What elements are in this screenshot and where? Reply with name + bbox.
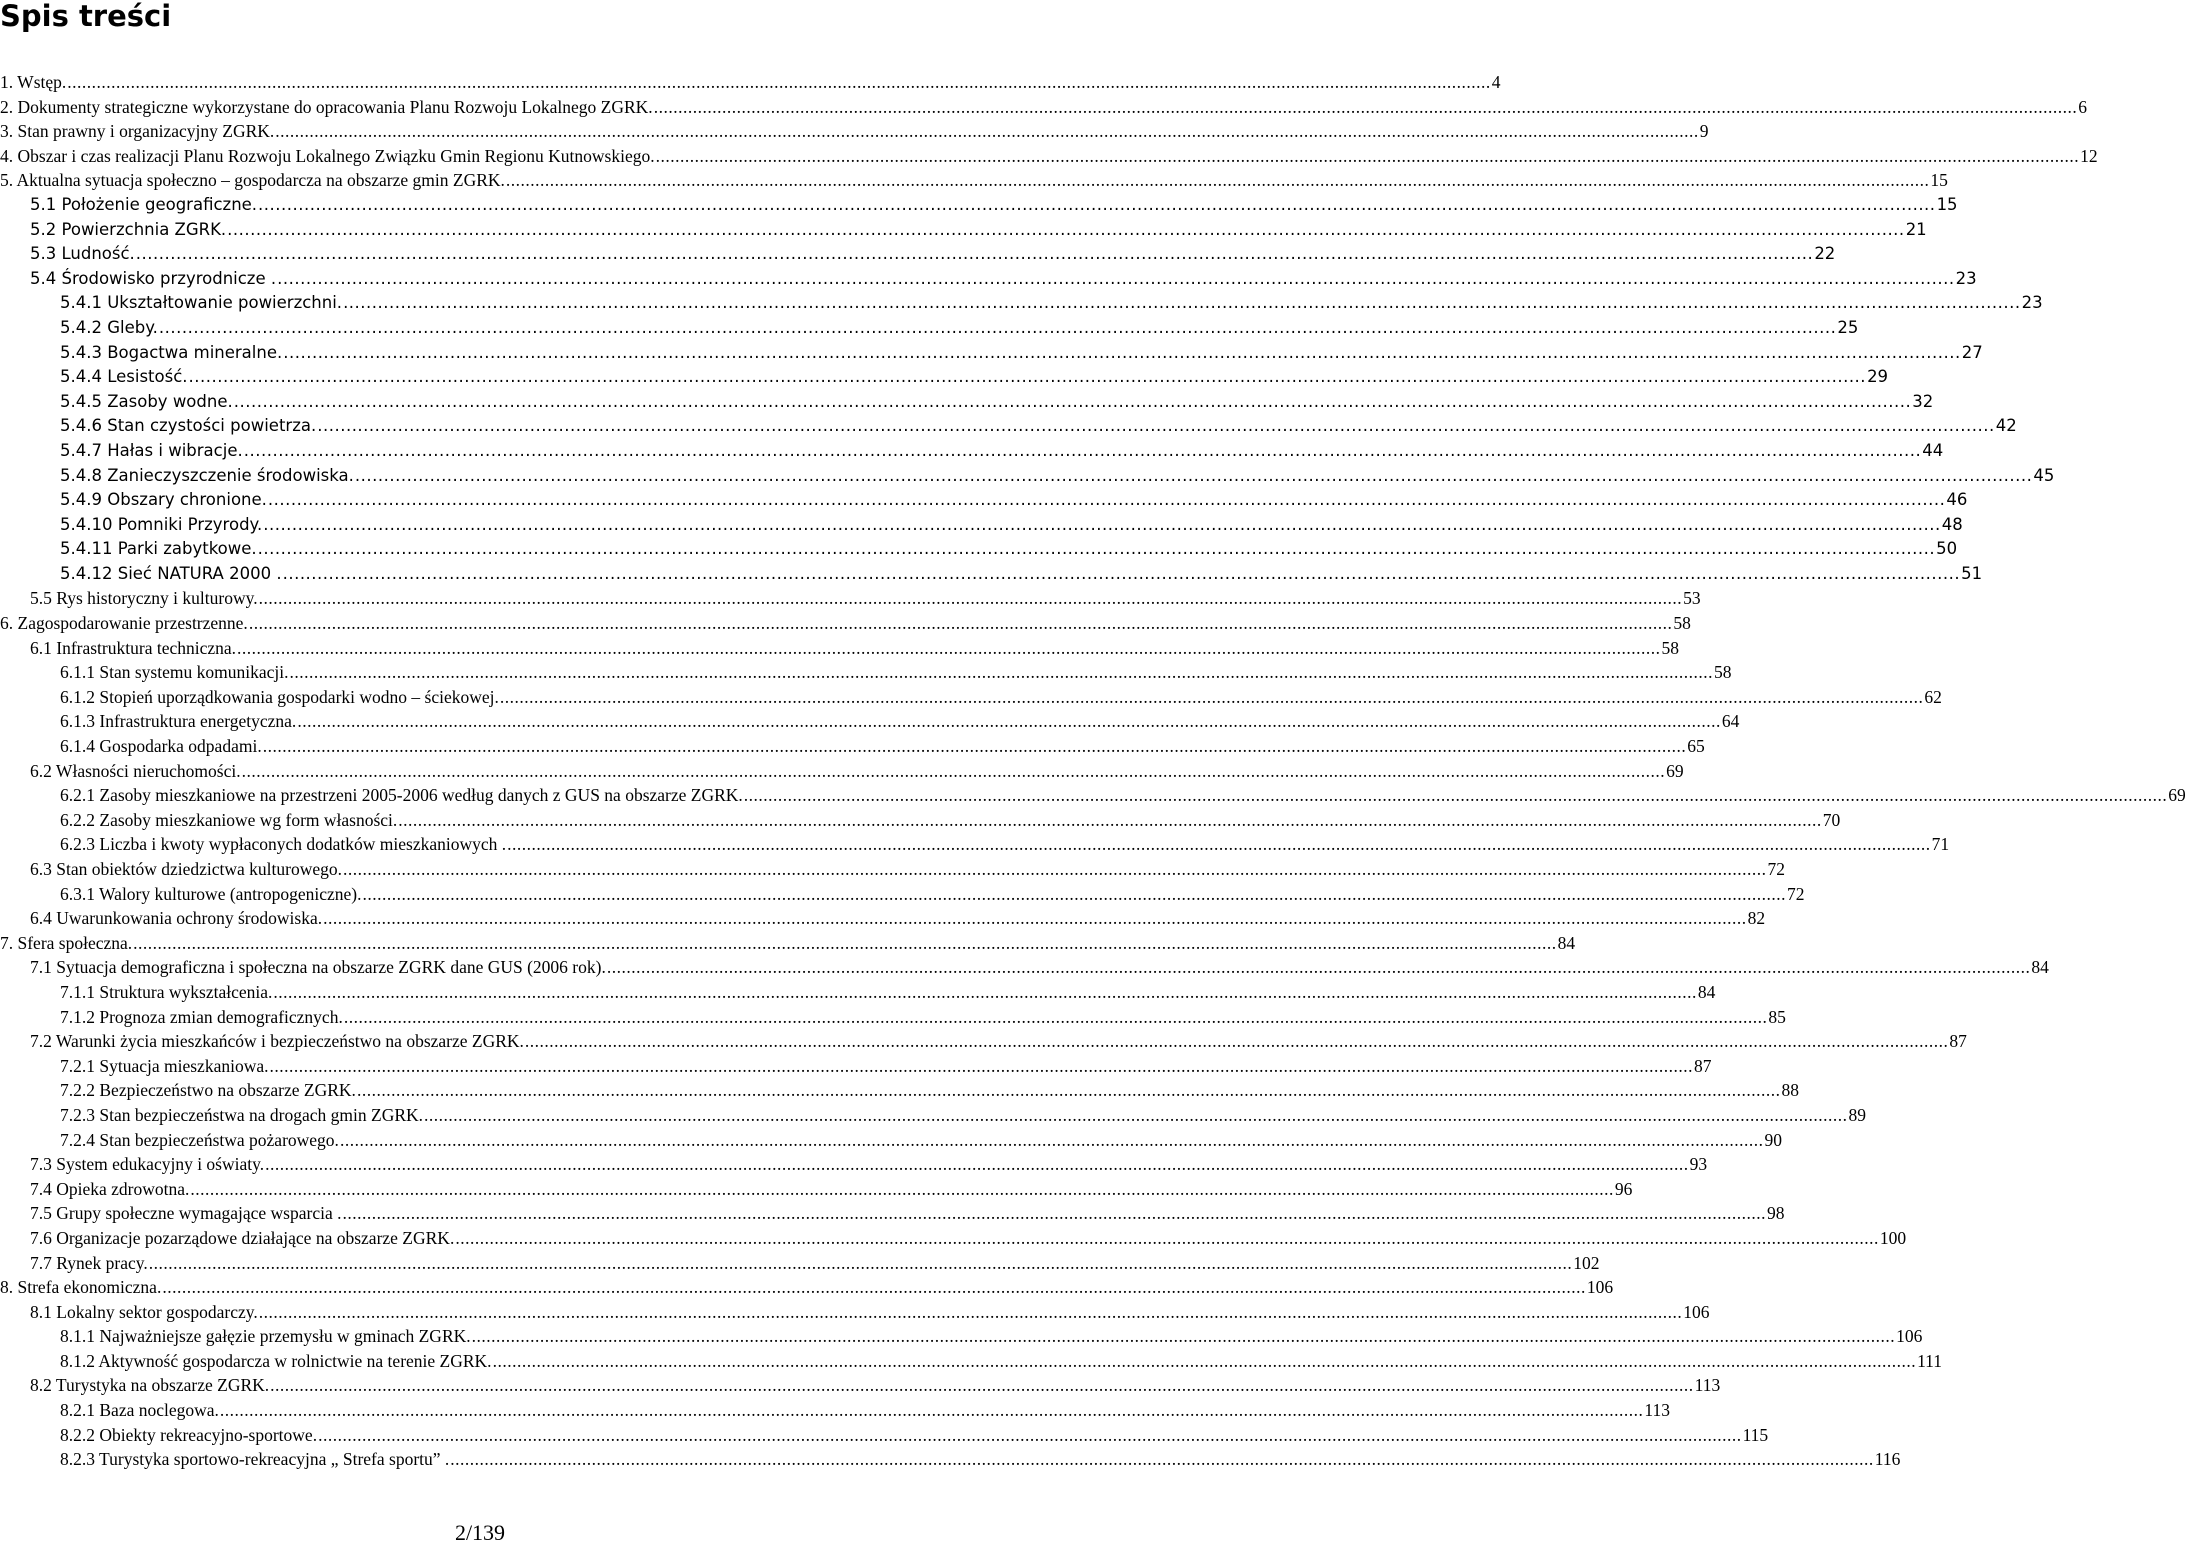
page-number: 2/139	[454, 1520, 506, 1545]
toc-entry-page: 84	[2031, 957, 2049, 978]
toc-entry[interactable]	[0, 1373, 1721, 1398]
toc-entry-page: 46	[1946, 490, 1968, 510]
toc-entry[interactable]	[0, 218, 1927, 243]
toc-entry[interactable]	[0, 464, 2055, 489]
toc-entry-title: 4. Obszar i czas realizacji Planu Rozwoju Lokalnego Związku Gmin Regionu Kutnowskiego.	[0, 145, 655, 166]
toc-entry-page: 50	[1936, 539, 1958, 559]
toc-entry-page: 58	[1673, 613, 1691, 634]
toc-entry[interactable]	[0, 1054, 1712, 1079]
toc-leader-dots	[249, 611, 1673, 636]
toc-entry-title: 8.2.1 Baza noclegowa.	[60, 1400, 219, 1421]
toc-leader-dots	[237, 636, 1661, 661]
toc-entry-page: 21	[1905, 219, 1927, 239]
toc-entry-page: 45	[2033, 465, 2055, 485]
toc-entry[interactable]	[0, 882, 1805, 907]
toc-entry[interactable]	[0, 1324, 1923, 1349]
toc-entry-page: 93	[1689, 1154, 1708, 1175]
toc-leader-dots	[259, 1300, 1683, 1325]
toc-leader-dots	[398, 808, 1822, 833]
toc-entry-title: 7.1.1 Struktura wykształcenia.	[60, 981, 273, 1002]
toc-entry-page: 71	[1931, 834, 1950, 855]
toc-entry-page: 9	[1699, 121, 1709, 142]
toc-leader-dots	[159, 316, 1837, 341]
toc-entry[interactable]	[0, 832, 1950, 857]
toc-entry-page: 88	[1781, 1080, 1799, 1101]
toc-entry-page: 32	[1912, 391, 1934, 411]
toc-entry-page: 48	[1941, 514, 1963, 534]
toc-entry[interactable]	[0, 1275, 1614, 1300]
toc-entry-title: 7.6 Organizacje pozarządowe działające na obszarze ZGRK.	[30, 1227, 455, 1248]
toc-leader-dots	[472, 1324, 1896, 1349]
toc-entry[interactable]	[0, 95, 2087, 120]
toc-entry-title: 5.4.1 Ukształtowanie powierzchni.	[60, 293, 343, 313]
toc-entry-title: 8.1.2 Aktywność gospodarcza w rolnictwie na terenie ZGRK.	[60, 1350, 492, 1371]
toc-entry-page: 22	[1814, 244, 1836, 264]
toc-entry-page: 100	[1879, 1227, 1907, 1248]
table-of-contents	[0, 70, 2186, 1472]
toc-entry[interactable]	[0, 660, 1732, 685]
toc-entry-page: 87	[1949, 1031, 1967, 1052]
toc-entry-title: 3. Stan prawny i organizacyjny ZGRK.	[0, 121, 275, 142]
toc-leader-dots	[323, 906, 1747, 931]
toc-leader-dots	[258, 537, 1936, 562]
toc-entry-page: 115	[1742, 1424, 1769, 1445]
toc-entry-title: 8.1 Lokalny sektor gospodarczy.	[30, 1301, 258, 1322]
toc-leader-dots	[507, 832, 1931, 857]
toc-leader-dots	[242, 759, 1666, 784]
toc-entry[interactable]	[0, 1128, 1782, 1153]
toc-leader-dots	[363, 882, 1787, 907]
toc-entry-page: 29	[1867, 367, 1889, 387]
toc-entry-page: 90	[1764, 1129, 1782, 1150]
toc-leader-dots	[500, 685, 1924, 710]
toc-entry[interactable]	[0, 709, 1740, 734]
toc-leader-dots	[136, 242, 1814, 267]
toc-entry-title: 5.4.4 Lesistość.	[60, 367, 188, 387]
toc-entry[interactable]	[0, 906, 1766, 931]
toc-entry-title: 7.2.4 Stan bezpieczeństwa pożarowego.	[60, 1129, 339, 1150]
toc-leader-dots	[283, 341, 1961, 366]
toc-entry[interactable]	[0, 70, 1501, 95]
toc-entry-page: 98	[1766, 1203, 1785, 1224]
toc-entry-title: 5.4.11 Parki zabytkowe.	[60, 539, 257, 559]
toc-entry-page: 69	[1666, 760, 1684, 781]
toc-entry-title: 6.1.2 Stopień uporządkowania gospodarki wodno – ściekowej.	[60, 686, 499, 707]
toc-entry[interactable]	[0, 857, 1786, 882]
toc-leader-dots	[357, 1078, 1781, 1103]
toc-entry-title: 7.5 Grupy społeczne wymagające wsparcia .	[30, 1203, 342, 1224]
toc-entry[interactable]	[0, 1447, 1901, 1472]
toc-entry-page: 113	[1694, 1375, 1721, 1396]
toc-leader-dots	[656, 144, 2080, 169]
toc-entry-title: 5.4.12 Sieć NATURA 2000 .	[60, 563, 282, 583]
toc-entry-title: 5.1 Położenie geograficzne.	[30, 194, 258, 214]
toc-entry[interactable]	[0, 168, 1948, 193]
toc-entry-title: 6.2.1 Zasoby mieszkaniowe na przestrzeni 2005-2006 według danych z GUS na obszarze ZGRK.	[60, 785, 743, 806]
toc-entry-page: 44	[1922, 440, 1944, 460]
toc-entry-title: 5.4.10 Pomniki Przyrody.	[60, 514, 263, 534]
toc-entry-title: 5.4 Środowisko przyrodnicze .	[30, 268, 277, 288]
toc-entry[interactable]	[0, 1251, 1600, 1276]
toc-entry-page: 65	[1687, 736, 1705, 757]
toc-entry[interactable]	[0, 759, 1684, 784]
toc-entry[interactable]	[0, 390, 1934, 415]
toc-entry-title: 7.4 Opieka zdrowotna.	[30, 1178, 190, 1199]
toc-entry-page: 87	[1694, 1055, 1712, 1076]
toc-leader-dots	[270, 1054, 1694, 1079]
toc-entry-page: 25	[1837, 317, 1859, 337]
toc-entry-page: 42	[1995, 416, 2017, 436]
toc-entry-title: 5.5 Rys historyczny i kulturowy.	[30, 588, 258, 609]
toc-entry-title: 7.2.3 Stan bezpieczeństwa na drogach gmin ZGRK.	[60, 1104, 424, 1125]
toc-entry-page: 116	[1874, 1449, 1901, 1470]
toc-entry-page: 62	[1924, 686, 1942, 707]
toc-leader-dots	[263, 734, 1687, 759]
toc-entry-title: 7.2.2 Bezpieczeństwo na obszarze ZGRK.	[60, 1080, 356, 1101]
toc-entry[interactable]	[0, 955, 2049, 980]
toc-entry[interactable]	[0, 1005, 1786, 1030]
toc-entry-title: 7.2 Warunki życia mieszkańców i bezpieczeństwo na obszarze ZGRK.	[30, 1031, 524, 1052]
toc-leader-dots	[259, 586, 1683, 611]
toc-entry-title: 6.1 Infrastruktura techniczna.	[30, 637, 237, 658]
toc-leader-dots	[455, 1226, 1879, 1251]
toc-entry-title: 5.4.7 Hałas i wibracje.	[60, 440, 243, 460]
toc-entry-page: 58	[1661, 637, 1680, 658]
toc-entry[interactable]	[0, 291, 2043, 316]
toc-entry-title: 8.1.1 Najważniejsze gałęzie przemysłu w gminach ZGRK.	[60, 1326, 471, 1347]
toc-entry-title: 6.3.1 Walory kulturowe (antropogeniczne).	[60, 883, 362, 904]
toc-entry[interactable]	[0, 808, 1841, 833]
toc-leader-dots	[149, 1251, 1573, 1276]
toc-leader-dots	[289, 660, 1713, 685]
toc-entry-title: 5.4.5 Zasoby wodne.	[60, 391, 233, 411]
toc-entry-title: 6.4 Uwarunkowania ochrony środowiska.	[30, 908, 323, 929]
toc-entry-title: 5.4.6 Stan czystości powietrza.	[60, 416, 317, 436]
toc-leader-dots	[744, 783, 2168, 808]
toc-entry-page: 15	[1930, 170, 1948, 191]
toc-leader-dots	[133, 931, 1557, 956]
toc-entry-title: 1. Wstęp.	[0, 72, 67, 92]
toc-leader-dots	[162, 1275, 1586, 1300]
toc-entry-page: 12	[2080, 145, 2098, 166]
toc-entry[interactable]	[0, 1201, 1785, 1226]
toc-entry-title: 6.2 Własności nieruchomości.	[30, 760, 241, 781]
toc-leader-dots	[283, 562, 1961, 587]
toc-leader-dots	[268, 488, 1946, 513]
toc-entry-page: 27	[1961, 342, 1983, 362]
toc-entry-title: 7. Sfera społeczna.	[0, 932, 133, 953]
toc-entry-title: 5.2 Powierzchnia ZGRK.	[30, 219, 227, 239]
toc-leader-dots	[273, 980, 1697, 1005]
toc-entry-title: 5.4.2 Gleby.	[60, 317, 158, 337]
toc-entry-title: 7.1 Sytuacja demograficzna i społeczna na obszarze ZGRK dane GUS (2006 rok).	[30, 957, 606, 978]
toc-leader-dots	[263, 513, 1941, 538]
toc-leader-dots	[275, 119, 1699, 144]
toc-entry[interactable]	[0, 1177, 1633, 1202]
toc-entry[interactable]	[0, 1103, 1867, 1128]
toc-leader-dots	[67, 70, 1491, 95]
toc-entry-title: 2. Dokumenty strategiczne wykorzystane do opracowania Planu Rozwoju Lokalnego ZGRK.	[0, 96, 653, 117]
toc-entry-title: 6.1.3 Infrastruktura energetyczna.	[60, 711, 297, 732]
toc-entry[interactable]	[0, 586, 1701, 611]
toc-entry-title: 5.4.3 Bogactwa mineralne.	[60, 342, 283, 362]
toc-leader-dots	[190, 1177, 1614, 1202]
toc-entry[interactable]	[0, 636, 1680, 661]
toc-entry[interactable]	[0, 365, 1889, 390]
toc-leader-dots	[343, 291, 2021, 316]
toc-entry[interactable]	[0, 980, 1716, 1005]
toc-leader-dots	[318, 1423, 1742, 1448]
toc-entry[interactable]	[0, 316, 1859, 341]
toc-entry[interactable]	[0, 611, 1691, 636]
toc-entry-page: 72	[1767, 859, 1786, 879]
toc-entry-title: 5.4.8 Zanieczyszczenie środowiska.	[60, 465, 354, 485]
toc-entry-title: 7.2.1 Sytuacja mieszkaniowa.	[60, 1055, 269, 1076]
toc-entry-page: 4	[1491, 72, 1501, 92]
toc-entry[interactable]	[0, 562, 1983, 587]
toc-leader-dots	[424, 1103, 1848, 1128]
toc-leader-dots	[506, 168, 1930, 193]
toc-entry[interactable]	[0, 513, 1963, 538]
toc-entry[interactable]	[0, 1398, 1671, 1423]
toc-leader-dots	[344, 1005, 1768, 1030]
toc-entry-page: 69	[2168, 785, 2186, 806]
toc-entry-page: 72	[1787, 883, 1805, 904]
toc-entry-title: 7.1.2 Prognoza zmian demograficznych.	[60, 1006, 343, 1027]
toc-entry[interactable]	[0, 1152, 1708, 1177]
toc-entry-page: 6	[2078, 96, 2087, 117]
toc-entry[interactable]	[0, 439, 1944, 464]
toc-entry-page: 51	[1961, 563, 1983, 583]
toc-entry-title: 8.2 Turystyka na obszarze ZGRK.	[30, 1375, 270, 1396]
toc-leader-dots	[258, 193, 1936, 218]
toc-entry-title: 8. Strefa ekonomiczna.	[0, 1277, 162, 1298]
toc-entry-page: 84	[1557, 932, 1576, 953]
toc-leader-dots	[277, 267, 1955, 292]
toc-leader-dots	[265, 1152, 1689, 1177]
toc-entry-page: 89	[1848, 1104, 1867, 1125]
toc-entry[interactable]	[0, 144, 2098, 169]
toc-entry[interactable]	[0, 1300, 1710, 1325]
toc-entry-page: 23	[1955, 268, 1977, 288]
toc-entry[interactable]	[0, 783, 2186, 808]
toc-entry-page: 53	[1683, 588, 1701, 609]
toc-entry-title: 7.7 Rynek pracy.	[30, 1252, 148, 1273]
toc-entry-title: 6.2.2 Zasoby mieszkaniowe wg form własności.	[60, 809, 398, 830]
toc-leader-dots	[450, 1447, 1874, 1472]
toc-leader-dots	[607, 955, 2031, 980]
toc-entry[interactable]	[0, 685, 1942, 710]
toc-leader-dots	[297, 709, 1721, 734]
toc-entry[interactable]	[0, 1423, 1769, 1448]
toc-entry-title: 5. Aktualna sytuacja społeczno – gospodarcza na obszarze gmin ZGRK.	[0, 170, 505, 191]
toc-entry[interactable]	[0, 1226, 1907, 1251]
toc-entry[interactable]	[0, 242, 1836, 267]
toc-entry[interactable]	[0, 488, 1968, 513]
toc-entry-page: 82	[1747, 908, 1766, 929]
toc-entry[interactable]	[0, 734, 1705, 759]
toc-entry-page: 102	[1573, 1252, 1600, 1273]
toc-entry-page: 70	[1822, 809, 1841, 830]
toc-entry-page: 106	[1586, 1277, 1614, 1298]
toc-entry-page: 15	[1936, 194, 1958, 214]
toc-entry-page: 96	[1614, 1178, 1633, 1199]
toc-leader-dots	[317, 414, 1995, 439]
toc-leader-dots	[342, 1201, 1766, 1226]
toc-leader-dots	[234, 390, 1912, 415]
toc-entry[interactable]	[0, 119, 1709, 144]
toc-entry[interactable]	[0, 1029, 1967, 1054]
toc-entry-page: 84	[1697, 981, 1716, 1002]
toc-leader-dots	[270, 1373, 1694, 1398]
toc-entry[interactable]	[0, 1078, 1799, 1103]
toc-entry-title: 7.3 System edukacyjny i oświaty.	[30, 1154, 265, 1175]
toc-leader-dots	[244, 439, 1922, 464]
toc-entry[interactable]	[0, 414, 2017, 439]
toc-entry-page: 58	[1713, 662, 1732, 683]
toc-entry-title: 6.3 Stan obiektów dziedzictwa kulturowego.	[30, 859, 343, 879]
toc-entry-page: 111	[1917, 1350, 1943, 1371]
toc-entry[interactable]	[0, 1349, 1943, 1374]
toc-heading: Spis treści	[0, 0, 172, 33]
toc-entry-title: 6.2.3 Liczba i kwoty wypłaconych dodatków mieszkaniowych .	[60, 834, 507, 855]
toc-leader-dots	[343, 857, 1767, 882]
toc-entry-title: 5.3 Ludność.	[30, 244, 135, 264]
toc-entry-page: 106	[1683, 1301, 1710, 1322]
toc-leader-dots	[227, 218, 1905, 243]
toc-entry-title: 8.2.3 Turystyka sportowo-rekreacyjna „ Strefa sportu” .	[60, 1449, 450, 1470]
toc-entry[interactable]	[0, 193, 1958, 218]
toc-entry-title: 8.2.2 Obiekty rekreacyjno-sportowe.	[60, 1424, 318, 1445]
toc-leader-dots	[189, 365, 1867, 390]
toc-leader-dots	[355, 464, 2033, 489]
toc-leader-dots	[654, 95, 2078, 120]
toc-leader-dots	[525, 1029, 1949, 1054]
toc-entry[interactable]	[0, 537, 1958, 562]
toc-leader-dots	[340, 1128, 1764, 1153]
toc-entry-page: 106	[1896, 1326, 1923, 1347]
toc-leader-dots	[493, 1349, 1917, 1374]
toc-entry-title: 6.1.1 Stan systemu komunikacji.	[60, 662, 289, 683]
toc-entry-title: 6. Zagospodarowanie przestrzenne.	[0, 613, 248, 634]
toc-entry-page: 113	[1644, 1400, 1671, 1421]
toc-entry[interactable]	[0, 931, 1576, 956]
toc-entry[interactable]	[0, 341, 1983, 366]
toc-leader-dots	[220, 1398, 1644, 1423]
toc-entry[interactable]	[0, 267, 1977, 292]
toc-entry-title: 5.4.9 Obszary chronione.	[60, 490, 267, 510]
toc-entry-page: 85	[1768, 1006, 1786, 1027]
toc-entry-title: 6.1.4 Gospodarka odpadami.	[60, 736, 262, 757]
toc-entry-page: 23	[2021, 293, 2043, 313]
toc-entry-page: 64	[1721, 711, 1740, 732]
